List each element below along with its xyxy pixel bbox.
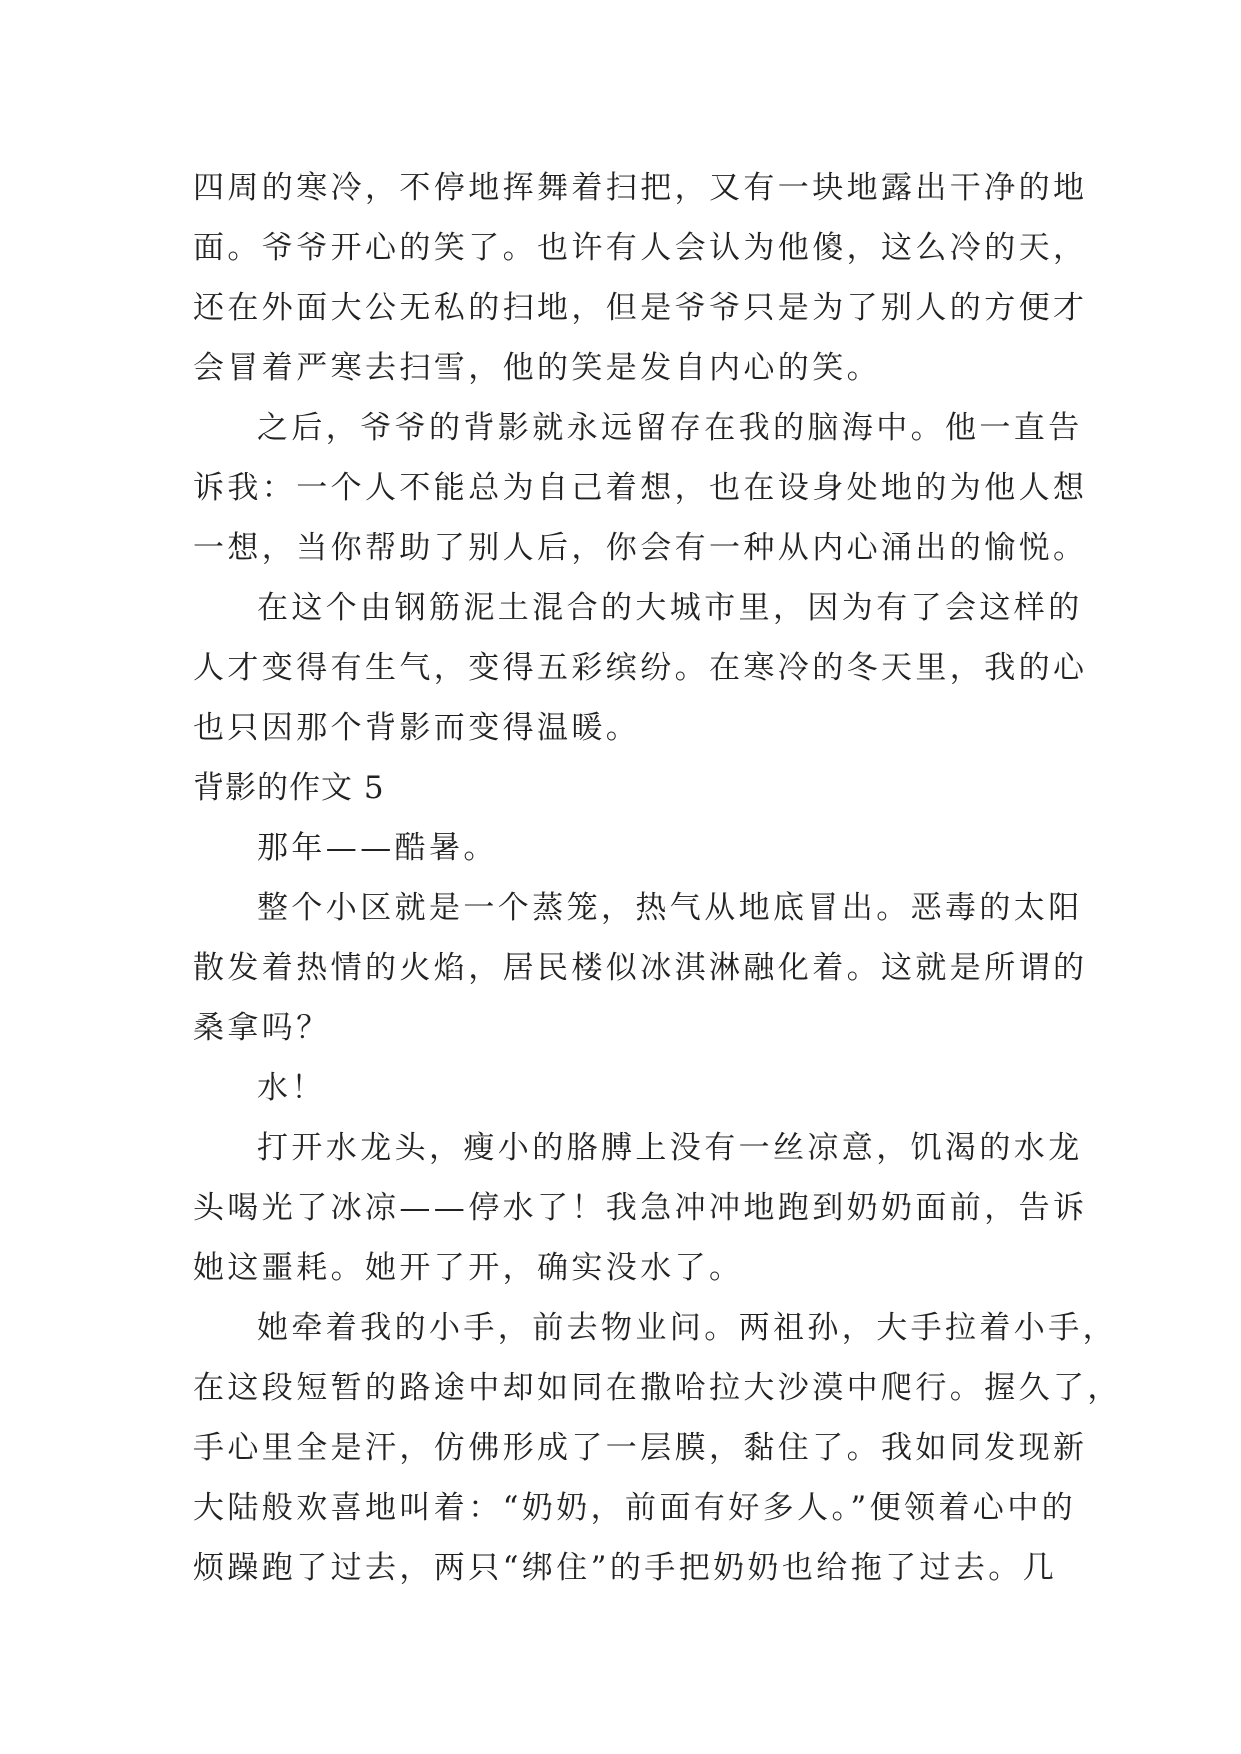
paragraph-line: 会冒着严寒去扫雪，他的笑是发自内心的笑。	[193, 350, 881, 386]
paragraph-line: 还在外面大公无私的扫地，但是爷爷只是为了别人的方便才	[193, 290, 1088, 326]
paragraph-line: 面。爷爷开心的笑了。也许有人会认为他傻，这么冷的天，	[193, 230, 1088, 266]
paragraph-line: 头喝光了冰凉——停水了！我急冲冲地跑到奶奶面前，告诉	[193, 1190, 1088, 1226]
paragraph-line: 她这噩耗。她开了开，确实没水了。	[193, 1250, 744, 1286]
paragraph-line: 也只因那个背影而变得温暖。	[193, 710, 641, 746]
paragraph-line: 她牵着我的小手，前去物业问。两祖孙，大手拉着小手，	[257, 1310, 1117, 1346]
paragraph-line: 整个小区就是一个蒸笼，热气从地底冒出。恶毒的太阳	[257, 890, 1083, 926]
paragraph-line: 在这个由钢筋泥土混合的大城市里，因为有了会这样的	[257, 590, 1083, 626]
paragraph-line: 水！	[257, 1070, 326, 1106]
document-body	[193, 158, 1122, 1598]
paragraph-line: 打开水龙头，瘦小的胳膊上没有一丝凉意，饥渴的水龙	[257, 1130, 1083, 1166]
paragraph-line: 大陆般欢喜地叫着：“奶奶，前面有好多人。”便领着心中的	[193, 1490, 1076, 1526]
paragraph-line: 诉我：一个人不能总为自己着想，也在设身处地的为他人想	[193, 470, 1088, 506]
section-heading: 背影的作文 5	[193, 770, 385, 806]
paragraph-line: 在这段短暂的路途中却如同在撒哈拉大沙漠中爬行。握久了，	[193, 1370, 1122, 1406]
paragraph-line: 桑拿吗？	[193, 1010, 331, 1046]
paragraph-line: 人才变得有生气，变得五彩缤纷。在寒冷的冬天里，我的心	[193, 650, 1088, 686]
paragraph-line: 手心里全是汗，仿佛形成了一层膜，黏住了。我如同发现新	[193, 1430, 1088, 1466]
paragraph-line: 之后，爷爷的背影就永远留存在我的脑海中。他一直告	[257, 410, 1083, 446]
paragraph-line: 四周的寒冷，不停地挥舞着扫把，又有一块地露出干净的地	[193, 170, 1088, 206]
paragraph-line: 那年——酷暑。	[257, 830, 498, 866]
paragraph-line: 烦躁跑了过去，两只“绑住”的手把奶奶也给拖了过去。几	[193, 1550, 1058, 1586]
paragraph-line: 一想，当你帮助了别人后，你会有一种从内心涌出的愉悦。	[193, 530, 1088, 566]
paragraph-line: 散发着热情的火焰，居民楼似冰淇淋融化着。这就是所谓的	[193, 950, 1088, 986]
